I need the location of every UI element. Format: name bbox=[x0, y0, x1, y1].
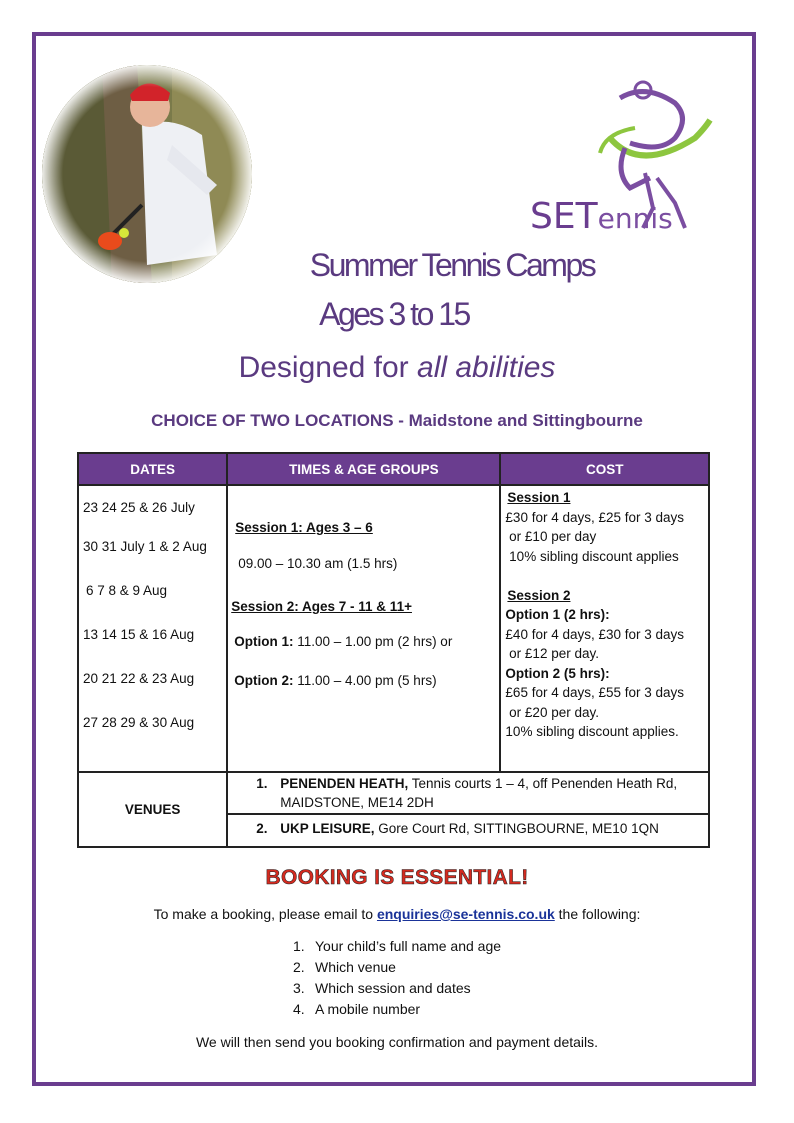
email-link[interactable]: enquiries@se-tennis.co.uk bbox=[376, 906, 555, 922]
venues-label: VENUES bbox=[78, 772, 227, 847]
cost-session1-heading: Session 1 bbox=[507, 490, 571, 505]
list-item: 2. Which venue bbox=[293, 959, 396, 975]
booking-essential-heading: BOOKING IS ESSENTIAL! bbox=[265, 866, 529, 889]
cost-header: COST bbox=[500, 453, 709, 485]
cost-session2-heading: Session 2 bbox=[507, 588, 571, 603]
date-row: 27 28 29 & 30 Aug bbox=[83, 715, 195, 730]
cost-option2-label: Option 2 (5 hrs): bbox=[505, 666, 610, 681]
cost-line: or £20 per day. bbox=[505, 705, 599, 720]
venue-1: 1. PENENDEN HEATH, Tennis courts 1 – 4, off Penenden Heath Rd, MAIDSTONE, ME14 2DH bbox=[227, 772, 709, 814]
option1-time: Option 1: 11.00 – 1.00 pm (2 hrs) or bbox=[234, 634, 453, 649]
logo-wordmark: SETennis bbox=[530, 196, 673, 237]
list-item: 3. Which session and dates bbox=[293, 980, 471, 996]
closing-text: We will then send you booking confirmation and payment details. bbox=[195, 1034, 599, 1050]
cost-cell bbox=[500, 485, 709, 772]
cost-line: 10% sibling discount applies. bbox=[505, 724, 679, 739]
camp-schedule-table bbox=[77, 452, 710, 848]
venue-2: 2. UKP LEISURE, Gore Court Rd, SITTINGBOURNE, ME10 1QN bbox=[227, 814, 709, 847]
designed-for-heading: Designed for all abilities bbox=[238, 351, 556, 384]
date-row: 20 21 22 & 23 Aug bbox=[83, 671, 195, 686]
list-item: 4. A mobile number bbox=[293, 1001, 421, 1017]
date-row: 13 14 15 & 16 Aug bbox=[83, 627, 195, 642]
booking-steps-list bbox=[293, 938, 501, 1022]
date-row: 23 24 25 & 26 July bbox=[83, 500, 195, 515]
dates-header: DATES bbox=[78, 453, 227, 485]
cost-line: £30 for 4 days, £25 for 3 days bbox=[505, 510, 685, 525]
cost-line: or £10 per day bbox=[505, 529, 597, 544]
cost-option1-label: Option 1 (2 hrs): bbox=[505, 607, 610, 622]
date-row: 30 31 July 1 & 2 Aug bbox=[83, 539, 207, 554]
option2-time: Option 2: 11.00 – 4.00 pm (5 hrs) bbox=[234, 673, 437, 688]
session1-time: 09.00 – 10.30 am (1.5 hrs) bbox=[238, 556, 398, 571]
list-item: 1. Your child’s full name and age bbox=[293, 938, 502, 954]
age-range-title: Ages 3 to 15 bbox=[319, 296, 469, 332]
cost-line: £40 for 4 days, £30 for 3 days bbox=[505, 627, 685, 642]
page-title: Summer Tennis Camps bbox=[309, 247, 595, 283]
locations-heading: CHOICE OF TWO LOCATIONS - Maidstone and Sittingbourne bbox=[151, 411, 643, 430]
times-cell bbox=[227, 485, 500, 772]
cost-line: £65 for 4 days, £55 for 3 days bbox=[505, 685, 685, 700]
booking-instructions: To make a booking, please email to enquiries@se-tennis.co.uk the following: bbox=[153, 906, 641, 922]
times-header: TIMES & AGE GROUPS bbox=[227, 453, 500, 485]
session1-heading: Session 1: Ages 3 – 6 bbox=[235, 520, 373, 535]
cost-line: or £12 per day. bbox=[505, 646, 599, 661]
cost-line: 10% sibling discount applies bbox=[505, 549, 679, 564]
dates-cell bbox=[78, 485, 227, 772]
date-row: 6 7 8 & 9 Aug bbox=[86, 583, 168, 598]
session2-heading: Session 2: Ages 7 - 11 & 11+ bbox=[231, 599, 412, 614]
